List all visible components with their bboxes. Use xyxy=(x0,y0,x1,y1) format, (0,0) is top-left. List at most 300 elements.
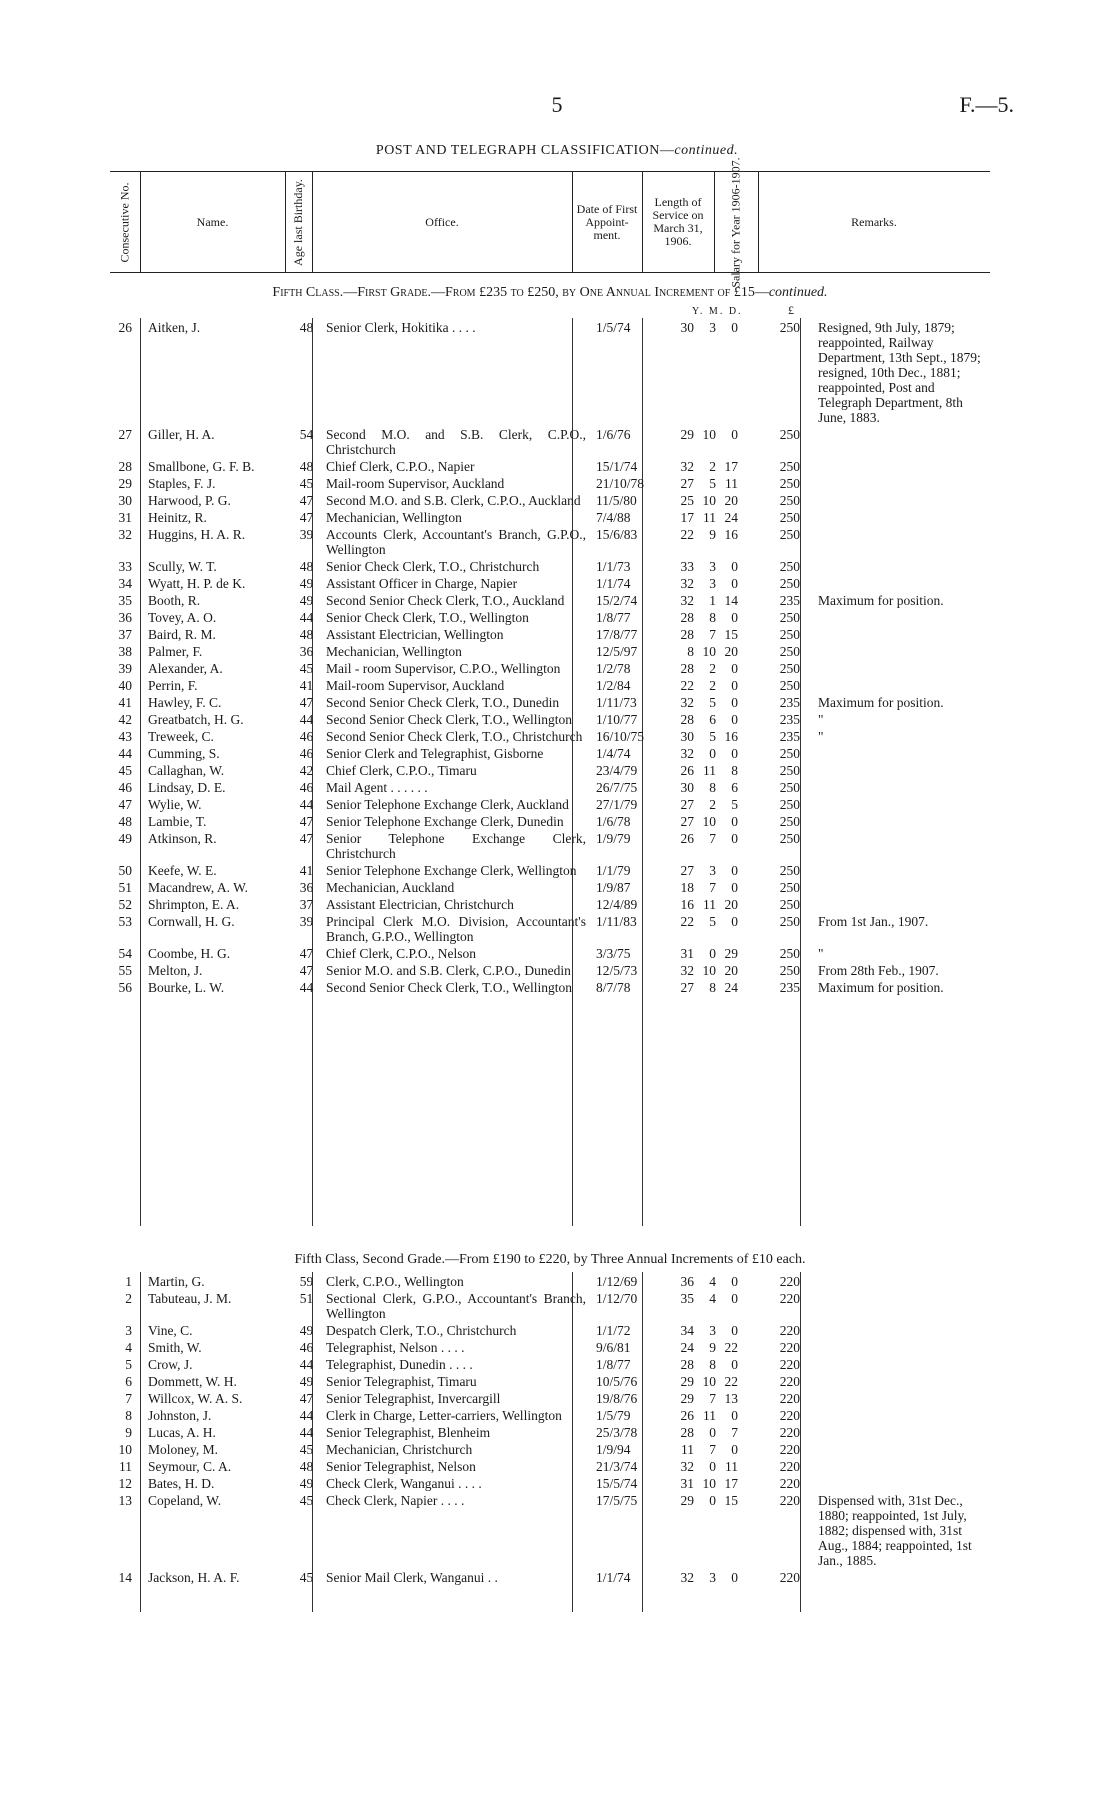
table-row xyxy=(110,1406,990,1423)
service-months: 11 xyxy=(703,763,716,778)
table-row xyxy=(110,878,990,895)
remarks-cell xyxy=(810,425,990,457)
salary-cell: 235 xyxy=(779,729,800,744)
service-months: 8 xyxy=(709,610,716,625)
service-months: 7 xyxy=(709,627,716,642)
remarks-cell xyxy=(810,608,990,625)
appointment-date: 1/8/77 xyxy=(596,1357,631,1372)
column-age: Age last Birthday. xyxy=(285,172,313,272)
service-days: 13 xyxy=(724,1391,738,1406)
remarks-cell xyxy=(810,625,990,642)
salary-cell: 250 xyxy=(779,914,800,929)
appointment-date: 1/11/83 xyxy=(596,914,637,929)
row-number: 34 xyxy=(118,576,132,591)
salary-cell: 250 xyxy=(779,797,800,812)
row-number: 50 xyxy=(118,863,132,878)
employee-name: Lambie, T. xyxy=(148,814,207,829)
column-consecutive: Consecutive No. xyxy=(110,172,141,272)
employee-name: Palmer, F. xyxy=(148,644,203,659)
service-months: 10 xyxy=(702,1476,716,1491)
appointment-date: 21/10/78 xyxy=(596,476,645,491)
age-cell: 46 xyxy=(299,780,314,795)
remarks-cell xyxy=(810,1372,990,1389)
row-number: 9 xyxy=(125,1425,132,1440)
service-months: 8 xyxy=(709,1357,716,1372)
row-number: 36 xyxy=(118,610,132,625)
service-days: 0 xyxy=(731,559,738,574)
service-days: 0 xyxy=(731,880,738,895)
remarks-cell: Maximum for position. xyxy=(818,695,944,710)
age-cell: 46 xyxy=(299,1340,314,1355)
table-row xyxy=(110,591,990,608)
salary-cell: 250 xyxy=(779,880,800,895)
age-cell: 59 xyxy=(299,1274,314,1289)
service-days: 17 xyxy=(724,1476,738,1491)
salary-cell: 250 xyxy=(779,678,800,693)
salary-cell: 220 xyxy=(779,1340,800,1355)
service-days: 0 xyxy=(731,831,738,846)
employee-name: Harwood, P. G. xyxy=(148,493,231,508)
remarks-cell xyxy=(810,1321,990,1338)
row-number: 49 xyxy=(118,831,132,846)
service-days: 0 xyxy=(731,814,738,829)
office-cell: Mail-room Supervisor, Auckland xyxy=(326,476,505,491)
salary-cell: 220 xyxy=(779,1323,800,1338)
service-years: 27 xyxy=(680,863,694,878)
office-cell: Senior Telephone Exchange Clerk, Auckland xyxy=(326,797,569,812)
office-cell: Mechanician, Wellington xyxy=(326,510,462,525)
service-months: 2 xyxy=(709,661,716,676)
employee-name: Atkinson, R. xyxy=(148,831,217,846)
employee-name: Moloney, M. xyxy=(148,1442,218,1457)
office-cell: Clerk, C.P.O., Wellington xyxy=(326,1274,464,1289)
remarks-cell xyxy=(810,778,990,795)
row-number: 6 xyxy=(125,1374,132,1389)
age-cell: 46 xyxy=(299,729,314,744)
appointment-date: 19/8/76 xyxy=(596,1391,638,1406)
remarks-cell: " xyxy=(818,712,824,727)
service-months: 4 xyxy=(709,1274,716,1289)
employee-name: Huggins, H. A. R. xyxy=(148,527,246,542)
employee-name: Macandrew, A. W. xyxy=(148,880,248,895)
employee-name: Cumming, S. xyxy=(148,746,220,761)
appointment-date: 1/6/76 xyxy=(596,427,631,442)
office-cell: Senior Telegraphist, Timaru xyxy=(326,1374,477,1389)
page-number: 5 xyxy=(551,92,563,117)
appointment-date: 17/8/77 xyxy=(596,627,638,642)
remarks-cell xyxy=(810,812,990,829)
employee-name: Shrimpton, E. A. xyxy=(148,897,240,912)
age-cell: 51 xyxy=(299,1291,314,1306)
employee-name: Jackson, H. A. F. xyxy=(148,1570,240,1585)
row-number: 5 xyxy=(125,1357,132,1372)
remarks-cell xyxy=(810,1440,990,1457)
service-years: 17 xyxy=(680,510,694,525)
salary-cell: 250 xyxy=(779,559,800,574)
service-months: 5 xyxy=(709,729,716,744)
salary-currency-label: £ xyxy=(788,303,796,317)
employee-name: Seymour, C. A. xyxy=(148,1459,232,1474)
salary-cell: 250 xyxy=(779,814,800,829)
service-days: 6 xyxy=(731,780,738,795)
table-row xyxy=(110,693,990,710)
service-months: 5 xyxy=(709,695,716,710)
service-years: 28 xyxy=(680,1425,694,1440)
table-row xyxy=(110,861,990,878)
service-months: 10 xyxy=(702,427,716,442)
service-years: 32 xyxy=(680,695,694,710)
appointment-date: 1/1/74 xyxy=(596,576,631,591)
appointment-date: 23/4/79 xyxy=(596,763,638,778)
office-cell: Chief Clerk, C.P.O., Timaru xyxy=(326,763,477,778)
row-number: 38 xyxy=(118,644,132,659)
row-number: 32 xyxy=(118,527,132,542)
employee-name: Johnston, J. xyxy=(148,1408,212,1423)
remarks-cell xyxy=(810,1406,990,1423)
employee-name: Staples, F. J. xyxy=(148,476,216,491)
row-number: 37 xyxy=(118,627,132,642)
office-cell: Senior Clerk and Telegraphist, Gisborne xyxy=(326,746,544,761)
employee-name: Giller, H. A. xyxy=(148,427,215,442)
age-cell: 47 xyxy=(299,946,314,961)
remarks-cell xyxy=(810,491,990,508)
appointment-date: 17/5/75 xyxy=(596,1493,638,1508)
service-months: 2 xyxy=(709,459,716,474)
table-row xyxy=(110,491,990,508)
salary-cell: 250 xyxy=(779,427,800,442)
appointment-date: 1/5/79 xyxy=(596,1408,631,1423)
salary-cell: 250 xyxy=(779,476,800,491)
salary-cell: 250 xyxy=(779,627,800,642)
salary-cell: 220 xyxy=(779,1357,800,1372)
service-years: 30 xyxy=(680,320,694,335)
salary-cell: 250 xyxy=(779,831,800,846)
row-number: 1 xyxy=(125,1274,132,1289)
age-cell: 47 xyxy=(299,1391,314,1406)
appointment-date: 15/1/74 xyxy=(596,459,638,474)
salary-cell: 220 xyxy=(779,1274,800,1289)
remarks-cell: " xyxy=(818,946,824,961)
service-months: 11 xyxy=(703,1408,716,1423)
office-cell: Second Senior Check Clerk, T.O., Auckland xyxy=(326,593,565,608)
age-cell: 45 xyxy=(299,1493,314,1508)
service-days: 8 xyxy=(731,763,738,778)
appointment-date: 1/8/77 xyxy=(596,610,631,625)
table-row xyxy=(110,744,990,761)
age-cell: 46 xyxy=(299,746,314,761)
service-months: 9 xyxy=(709,527,716,542)
age-cell: 49 xyxy=(299,1374,314,1389)
appointment-date: 1/9/79 xyxy=(596,831,631,846)
table-row xyxy=(110,895,990,912)
remarks-cell: Dispensed with, 31st Dec., 1880; reappointed, 1st July, 1882; dispensed with, 31st Aug., 1884; reappointed, 1st Jan., 1885. xyxy=(818,1493,972,1568)
employee-name: Copeland, W. xyxy=(148,1493,222,1508)
appointment-date: 1/12/70 xyxy=(596,1291,638,1306)
service-days: 16 xyxy=(724,729,738,744)
column-office: Office. xyxy=(312,172,573,272)
service-months: 1 xyxy=(709,593,716,608)
service-years: 29 xyxy=(680,1374,694,1389)
salary-cell: 220 xyxy=(779,1442,800,1457)
salary-cell: 220 xyxy=(779,1291,800,1306)
service-days: 22 xyxy=(724,1374,738,1389)
employee-name: Alexander, A. xyxy=(148,661,223,676)
service-days: 0 xyxy=(731,1323,738,1338)
office-cell: Check Clerk, Wanganui . . . . xyxy=(326,1476,482,1491)
row-number: 39 xyxy=(118,661,132,676)
row-number: 44 xyxy=(118,746,132,761)
service-months: 0 xyxy=(709,746,716,761)
employee-name: Perrin, F. xyxy=(148,678,198,693)
service-months: 2 xyxy=(709,678,716,693)
appointment-date: 10/5/76 xyxy=(596,1374,638,1389)
salary-cell: 235 xyxy=(779,712,800,727)
service-days: 0 xyxy=(731,863,738,878)
appointment-date: 12/4/89 xyxy=(596,897,638,912)
office-cell: Sectional Clerk, G.P.O., Accountant's Branch, Wellington xyxy=(326,1291,586,1321)
salary-cell: 250 xyxy=(779,510,800,525)
remarks-cell xyxy=(810,761,990,778)
column-date: Date of First Appoint-ment. xyxy=(572,172,643,272)
office-cell: Second Senior Check Clerk, T.O., Christchurch xyxy=(326,729,583,744)
table-row xyxy=(110,778,990,795)
age-cell: 48 xyxy=(299,559,314,574)
table-row xyxy=(110,961,990,978)
office-cell: Second M.O. and S.B. Clerk, C.P.O., Auckland xyxy=(326,493,581,508)
office-cell: Senior Telephone Exchange Clerk, Dunedin xyxy=(326,814,564,829)
service-days: 0 xyxy=(731,1442,738,1457)
table-row xyxy=(110,1321,990,1338)
service-months: 11 xyxy=(703,510,716,525)
employee-name: Cornwall, H. G. xyxy=(148,914,235,929)
service-months: 3 xyxy=(709,863,716,878)
row-number: 45 xyxy=(118,763,132,778)
remarks-cell xyxy=(810,1389,990,1406)
table-row xyxy=(110,761,990,778)
age-cell: 45 xyxy=(299,1570,314,1585)
service-days: 0 xyxy=(731,1291,738,1306)
row-number: 10 xyxy=(118,1442,132,1457)
table-row xyxy=(110,1274,990,1289)
service-days: 0 xyxy=(731,1357,738,1372)
service-years: 32 xyxy=(680,576,694,591)
age-cell: 54 xyxy=(299,427,314,442)
row-number: 51 xyxy=(118,880,132,895)
service-months: 10 xyxy=(702,644,716,659)
appointment-date: 1/1/74 xyxy=(596,1570,631,1585)
table-row xyxy=(110,1338,990,1355)
service-years: 31 xyxy=(680,946,694,961)
table-row xyxy=(110,1355,990,1372)
salary-cell: 250 xyxy=(779,963,800,978)
salary-cell: 220 xyxy=(779,1391,800,1406)
row-number: 52 xyxy=(118,897,132,912)
age-cell: 36 xyxy=(299,880,314,895)
service-days: 20 xyxy=(724,963,738,978)
salary-cell: 250 xyxy=(779,320,800,335)
table-row xyxy=(110,1568,990,1585)
table-row xyxy=(110,557,990,574)
remarks-cell xyxy=(810,1457,990,1474)
service-days: 20 xyxy=(724,897,738,912)
service-years: 28 xyxy=(680,627,694,642)
service-years: 31 xyxy=(680,1476,694,1491)
column-name: Name. xyxy=(140,172,286,272)
table-row xyxy=(110,320,990,425)
remarks-cell: Maximum for position. xyxy=(818,980,944,995)
salary-cell: 250 xyxy=(779,493,800,508)
service-months: 7 xyxy=(709,831,716,846)
employee-name: Tabuteau, J. M. xyxy=(148,1291,232,1306)
office-cell: Senior Telegraphist, Blenheim xyxy=(326,1425,491,1440)
row-number: 56 xyxy=(118,980,132,995)
table-row xyxy=(110,1491,990,1568)
service-days: 0 xyxy=(731,427,738,442)
age-cell: 48 xyxy=(299,320,314,335)
service-days: 15 xyxy=(724,1493,738,1508)
age-cell: 47 xyxy=(299,814,314,829)
service-months: 7 xyxy=(709,1391,716,1406)
remarks-cell xyxy=(810,676,990,693)
employee-name: Vine, C. xyxy=(148,1323,193,1338)
row-number: 35 xyxy=(118,593,132,608)
office-cell: Despatch Clerk, T.O., Christchurch xyxy=(326,1323,517,1338)
row-number: 53 xyxy=(118,914,132,929)
employee-name: Keefe, W. E. xyxy=(148,863,217,878)
salary-cell: 250 xyxy=(779,661,800,676)
row-number: 7 xyxy=(125,1391,132,1406)
table-row xyxy=(110,574,990,591)
table-row xyxy=(110,525,990,557)
service-days: 0 xyxy=(731,746,738,761)
age-cell: 48 xyxy=(299,627,314,642)
remarks-cell xyxy=(810,457,990,474)
age-cell: 44 xyxy=(299,980,314,995)
service-months: 0 xyxy=(709,1459,716,1474)
age-cell: 48 xyxy=(299,1459,314,1474)
remarks-cell xyxy=(810,474,990,491)
employee-name: Bourke, L. W. xyxy=(148,980,225,995)
table-row xyxy=(110,625,990,642)
row-number: 12 xyxy=(118,1476,132,1491)
salary-cell: 250 xyxy=(779,897,800,912)
appointment-date: 26/7/75 xyxy=(596,780,638,795)
employee-name: Coombe, H. G. xyxy=(148,946,231,961)
office-cell: Chief Clerk, C.P.O., Napier xyxy=(326,459,475,474)
first-grade-table xyxy=(110,320,990,995)
row-number: 3 xyxy=(125,1323,132,1338)
remarks-cell xyxy=(810,1355,990,1372)
service-years: 32 xyxy=(680,593,694,608)
table-row xyxy=(110,1289,990,1321)
salary-cell: 220 xyxy=(779,1476,800,1491)
salary-cell: 235 xyxy=(779,980,800,995)
service-months: 7 xyxy=(709,880,716,895)
appointment-date: 1/9/94 xyxy=(596,1442,631,1457)
office-cell: Second Senior Check Clerk, T.O., Wellington xyxy=(326,980,573,995)
column-header-row xyxy=(110,156,990,288)
row-number: 13 xyxy=(118,1493,132,1508)
row-number: 2 xyxy=(125,1291,132,1306)
service-days: 15 xyxy=(724,627,738,642)
appointment-date: 3/3/75 xyxy=(596,946,631,961)
row-number: 41 xyxy=(118,695,132,710)
service-years: 27 xyxy=(680,814,694,829)
table-row xyxy=(110,1457,990,1474)
remarks-cell xyxy=(810,1289,990,1321)
service-years: 28 xyxy=(680,610,694,625)
office-cell: Mechanician, Wellington xyxy=(326,644,462,659)
appointment-date: 9/6/81 xyxy=(596,1340,631,1355)
service-months: 10 xyxy=(702,963,716,978)
remarks-cell: Resigned, 9th July, 1879; reappointed, Railway Department, 13th Sept., 1879; resigned, 10th Dec., 1881; reappointed, Post and Telegraph Department, 8th June, 1883. xyxy=(818,320,981,425)
table-row xyxy=(110,1440,990,1457)
appointment-date: 15/5/74 xyxy=(596,1476,638,1491)
service-months: 3 xyxy=(709,1323,716,1338)
service-months: 9 xyxy=(709,1340,716,1355)
appointment-date: 12/5/73 xyxy=(596,963,638,978)
service-years: 22 xyxy=(680,527,694,542)
service-years: 32 xyxy=(680,963,694,978)
row-number: 29 xyxy=(118,476,132,491)
service-months: 2 xyxy=(709,797,716,812)
salary-cell: 250 xyxy=(779,763,800,778)
remarks-cell xyxy=(810,508,990,525)
service-months: 0 xyxy=(709,946,716,961)
age-cell: 45 xyxy=(299,661,314,676)
age-cell: 44 xyxy=(299,1357,314,1372)
service-years: 26 xyxy=(680,763,694,778)
office-cell: Mechanician, Christchurch xyxy=(326,1442,473,1457)
employee-name: Heinitz, R. xyxy=(148,510,207,525)
row-number: 30 xyxy=(118,493,132,508)
appointment-date: 21/3/74 xyxy=(596,1459,638,1474)
service-years: 29 xyxy=(680,427,694,442)
service-days: 14 xyxy=(724,593,738,608)
service-months: 0 xyxy=(709,1493,716,1508)
column-length: Length of Service on March 31, 1906. xyxy=(642,172,715,272)
age-cell: 42 xyxy=(299,763,314,778)
salary-cell: 220 xyxy=(779,1374,800,1389)
age-cell: 44 xyxy=(299,712,314,727)
remarks-cell xyxy=(810,557,990,574)
age-cell: 44 xyxy=(299,797,314,812)
office-cell: Senior Telegraphist, Nelson xyxy=(326,1459,476,1474)
row-number: 42 xyxy=(118,712,132,727)
document-code: F.—5. xyxy=(959,92,1014,117)
service-years: 27 xyxy=(680,797,694,812)
service-years: 36 xyxy=(680,1274,694,1289)
office-cell: Senior Check Clerk, T.O., Christchurch xyxy=(326,559,540,574)
section-title-first-grade: Fifth Class.—First Grade.—From £235 to £250, by One Annual Increment of £15—continued. xyxy=(272,285,828,300)
table-row xyxy=(110,642,990,659)
page-title: POST AND TELEGRAPH CLASSIFICATION—continued. xyxy=(375,143,739,158)
row-number: 11 xyxy=(119,1459,132,1474)
service-years: 30 xyxy=(680,780,694,795)
service-days: 20 xyxy=(724,493,738,508)
remarks-cell xyxy=(810,829,990,861)
remarks-cell xyxy=(810,1274,990,1289)
employee-name: Lindsay, D. E. xyxy=(148,780,226,795)
employee-name: Wyatt, H. P. de K. xyxy=(148,576,246,591)
service-months: 0 xyxy=(709,1425,716,1440)
length-units-label: Y. M. D. xyxy=(692,306,743,317)
table-row xyxy=(110,978,990,995)
service-months: 3 xyxy=(709,576,716,591)
salary-cell: 250 xyxy=(779,746,800,761)
salary-cell: 220 xyxy=(779,1425,800,1440)
service-days: 16 xyxy=(724,527,738,542)
